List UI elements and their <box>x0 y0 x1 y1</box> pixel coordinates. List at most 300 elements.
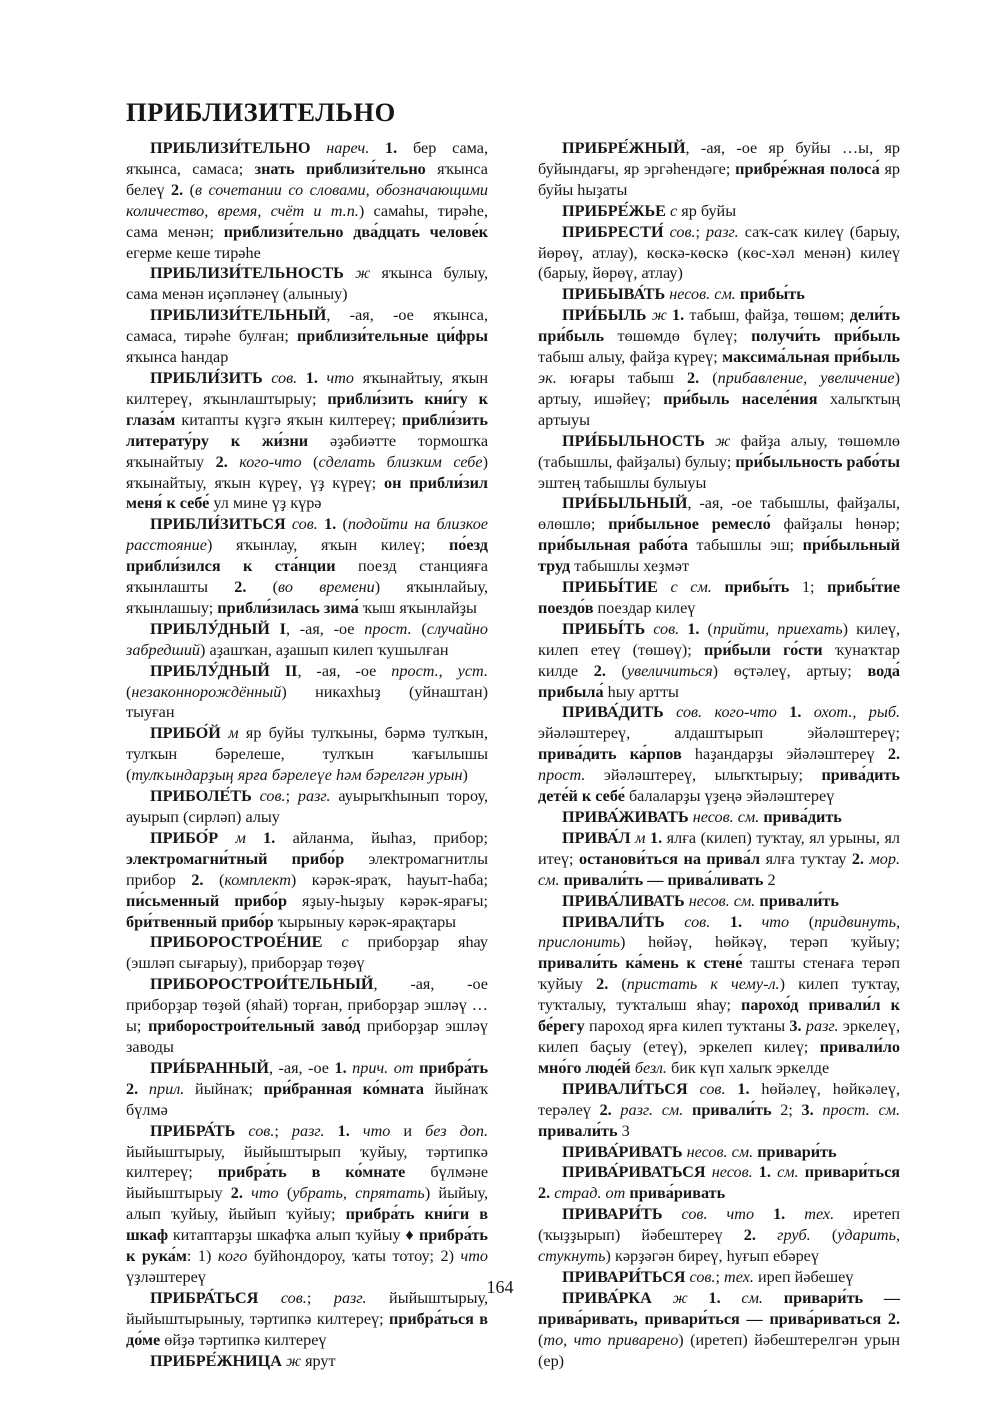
grammar-label: кого-что <box>239 452 302 471</box>
dictionary-entry <box>538 1204 900 1267</box>
bold-phrase: прибли́зилась зима́ <box>217 598 359 617</box>
entry-text: егерме кеше тирәһе <box>126 243 261 262</box>
entry-headword: ПРИБОЛЕ́ТЬ <box>150 787 252 806</box>
entry-text: ( <box>126 682 132 701</box>
bold-phrase: 2. <box>593 661 606 680</box>
grammar-label: что <box>326 368 354 387</box>
entry-headword: ПРИВАЛИ́ТЬ <box>562 912 665 931</box>
grammar-label: сделать близким себе <box>318 452 483 471</box>
entry-headword: ПРИВА́РИВАТЬСЯ <box>562 1163 706 1182</box>
entry-headword: ПРИБО́Й <box>150 724 221 743</box>
entry-text: ялға туҡтау <box>760 849 852 868</box>
entry-headword: ПРИБЛИ́ЗИТЬСЯ <box>150 515 286 534</box>
grammar-label: тех. <box>804 1205 835 1224</box>
grammar-label: прич. <box>352 1058 389 1077</box>
entry-headword: ПРИБЛИ́ЗИТЬ <box>150 368 263 387</box>
bold-phrase: прива́дить дете́й к себе́ <box>538 766 900 806</box>
bold-phrase: прибра́ться в до́ме <box>126 1309 489 1349</box>
entry-text: ҡыш яҡынлайҙы <box>358 598 477 617</box>
entry-headword: ПРИВАРИ́ТЬ <box>562 1205 663 1224</box>
grammar-label: прост. <box>538 766 586 785</box>
grammar-label: сов. <box>684 912 711 931</box>
entry-text: ( <box>278 1184 293 1203</box>
dictionary-entry <box>538 493 900 577</box>
entry-text: ҡунаҡтар килде <box>538 640 900 680</box>
entry-text: бүлмәне йыйыштырыу <box>126 1163 489 1203</box>
bold-phrase: 2. <box>743 1226 756 1245</box>
entry-headword: ПРИВА́ДИТЬ <box>562 703 664 722</box>
entry-text: китапты күҙгә яҡын килтереү; <box>175 410 402 429</box>
bold-phrase: 1. <box>337 1121 350 1140</box>
entry-headword: ПРИБЫ́ТИЕ <box>562 578 658 597</box>
entry-text: табышлы хеҙмәт <box>570 557 690 576</box>
entry-text: яҙыу-һыҙыу кәрәк-ярағы; <box>286 891 488 910</box>
entry-text <box>252 787 260 805</box>
dictionary-entry <box>538 1288 900 1372</box>
bold-phrase: 2. <box>596 975 609 994</box>
grammar-label: комплект <box>224 870 291 889</box>
entry-text <box>138 1080 149 1098</box>
bold-phrase: пи́сьменный прибо́р <box>126 891 287 910</box>
entry-text: 2; <box>771 1100 802 1119</box>
grammar-label: несов. см. <box>686 1142 754 1161</box>
bold-phrase: получи́ть при́быль <box>751 327 900 346</box>
grammar-label: во времени <box>278 578 375 597</box>
dictionary-entry <box>538 912 900 1079</box>
entry-text: ; <box>695 222 707 241</box>
entry-text: йыйыштырыу, йыйыштырыныу, тәртипкә килтереү; <box>126 1288 489 1328</box>
entry-text: ) килеп туҡтау, туҡталыу, туҡталыш яһау; <box>538 975 901 1015</box>
grammar-label: охот., рыб. <box>813 703 901 722</box>
entry-text: иреп йәбешеү <box>753 1267 854 1286</box>
bold-phrase: 1. <box>263 828 276 847</box>
grammar-label: сов. <box>676 703 703 722</box>
entry-text: ( <box>538 1330 544 1349</box>
entry-headword: ПРИБОРОСТРОИ́ТЕЛЬНЫЙ <box>150 975 374 994</box>
bold-phrase: знать приблизи́тельно <box>254 159 426 178</box>
entry-text <box>785 1205 804 1223</box>
dictionary-entry <box>126 974 488 1058</box>
entry-text: ; <box>285 787 298 806</box>
grammar-label: что <box>362 1121 391 1140</box>
grammar-label: убрать, спрятать <box>292 1184 425 1203</box>
entry-text: ( <box>411 619 427 638</box>
bold-phrase: прива́дить ка́рпов <box>538 745 682 764</box>
entry-headword: ПРИБЛУ́ДНЫЙ II <box>150 661 298 680</box>
entry-text: ( <box>203 870 225 889</box>
entry-text: файҙа алыу, төшөмлө (табышлы, файҙалы) булыу; <box>538 431 900 471</box>
entry-text <box>350 1122 363 1140</box>
entry-text: ( <box>246 578 279 597</box>
entry-text <box>710 913 730 931</box>
grammar-label: несов. см. <box>692 808 760 826</box>
bold-phrase: привали́ть <box>538 1121 618 1140</box>
grammar-label: от <box>393 1058 414 1077</box>
entry-text: йыйыштырыу, йыйыштырып ҡуйыу, тәртипкә килтереү; <box>126 1142 488 1182</box>
entry-headword: ПРИБЛУ́ДНЫЙ I <box>150 619 286 638</box>
entry-text: табыш, файҙа, төшөм; <box>684 306 850 325</box>
bold-phrase: 1. <box>334 1058 347 1077</box>
dictionary-entry <box>126 514 488 619</box>
entry-text: , -ая, -ое <box>285 619 365 638</box>
grammar-label: с <box>670 201 678 220</box>
dictionary-entry <box>538 577 900 619</box>
bold-phrase: ♦ прибра́ть к рука́м <box>126 1226 488 1266</box>
entry-text: , -ая, -ое <box>268 1058 335 1077</box>
entry-text <box>683 1101 692 1119</box>
entry-text: айланма, йыһаз, прибор; <box>275 828 488 847</box>
left-column <box>126 138 488 1371</box>
grammar-label: несов. см. <box>688 891 756 910</box>
entry-text: ) аҙашҡан, аҙашып килеп ҡушылған <box>200 640 449 659</box>
bold-phrase: при́быльное ремесло́ <box>608 515 771 534</box>
entry-headword: ПРИ́БРАННЫЙ <box>150 1058 269 1077</box>
entry-text: һаҙандарҙы эйәләштереү <box>681 745 888 764</box>
entry-text: яр буйы тулҡыны, бәрмә тулҡын, тулҡын бәрелеше, тулҡын ҡағылышы ( <box>126 724 488 785</box>
grammar-label: в сочетании со словами, обозначающими количество, время, счёт и т.п. <box>126 180 489 220</box>
grammar-label: см. <box>777 1163 799 1182</box>
grammar-label: сов. <box>248 1121 275 1140</box>
entry-text <box>243 1184 251 1202</box>
entry-text: ) килеү, килеп етеү (төшөү); <box>538 619 901 659</box>
entry-text: , -ая, -ое <box>297 661 392 680</box>
dictionary-entry <box>126 723 488 786</box>
grammar-label: м <box>235 828 246 847</box>
grammar-label: страд. от <box>554 1184 626 1203</box>
entry-text <box>726 1080 738 1098</box>
entry-text: үҙләштереү <box>126 1267 206 1286</box>
entry-text: яҡынса һандар <box>126 348 229 367</box>
entry-text: ; <box>274 1121 292 1140</box>
entry-text: төшөмдө бүлеү; <box>604 327 752 346</box>
entry-text: ; <box>306 1288 334 1307</box>
bold-phrase: прибре́жная полоса́ <box>735 159 880 178</box>
entry-text: ярут <box>301 1351 336 1370</box>
entry-text <box>702 703 714 721</box>
entry-headword: ПРИВА́Л <box>562 828 631 847</box>
grammar-label: подойти на близкое расстояние <box>126 515 488 555</box>
entry-text <box>658 578 671 596</box>
bold-phrase: 2. <box>887 745 900 764</box>
bold-phrase: 1. <box>773 1205 786 1224</box>
bold-phrase: при́быль населе́ния <box>663 389 818 408</box>
bold-phrase: 3. <box>789 1017 802 1036</box>
grammar-label: мор. см. <box>538 849 901 889</box>
entry-text: ( <box>608 975 627 994</box>
entry-text <box>756 1226 777 1244</box>
entry-text <box>664 703 676 721</box>
grammar-label: прост., уст. <box>391 661 488 680</box>
bold-phrase: при́были го́сти <box>704 640 823 659</box>
bold-phrase: привали́ло мно́го люде́й <box>538 1037 900 1077</box>
entry-text: ялға (килеп) туҡтау, ял урыны, ял итеү; <box>538 828 900 868</box>
entry-headword: ПРИБЛИЗИ́ТЕЛЬНОСТЬ <box>150 264 344 283</box>
entry-headword: ПРИБЫВА́ТЬ <box>562 285 666 304</box>
grammar-label: несов. см. <box>669 285 736 304</box>
entry-headword: ПРИВА́РКА <box>562 1288 652 1307</box>
entry-text: яҡынса белеү <box>126 159 488 199</box>
entry-text <box>777 703 789 721</box>
bold-phrase: при́бранная ко́мната <box>263 1079 424 1098</box>
bold-phrase: 2. <box>215 452 228 471</box>
entry-text: ) кәрҙәгән биреү, һуғып ебәреү <box>605 1247 819 1266</box>
bold-phrase: прива́ривать <box>629 1184 726 1203</box>
dictionary-entry <box>126 828 488 933</box>
entry-text: ) (иретеп) йәбештерелгән урын (ер) <box>538 1330 900 1370</box>
entry-text: ) яҡынлау, яҡын килеү; <box>206 536 449 555</box>
bold-phrase: максима́льная при́быль <box>722 348 900 367</box>
dictionary-entry <box>538 284 900 305</box>
entry-text: ( <box>789 912 815 931</box>
bold-phrase: он прибли́зил меня́ к себе́ <box>126 473 488 513</box>
entry-text: поездар килеү <box>593 598 696 617</box>
entry-text <box>881 1310 888 1328</box>
entry-text: яҡынса булыу, сама менән иҫәпләнеү (алыныу) <box>126 264 488 304</box>
entry-text: приборҙар яһау (эшләп сығарыу), приборҙар төҙөү <box>126 933 488 973</box>
grammar-label: разг. <box>805 1017 839 1036</box>
entry-headword: ПРИБРА́ТЬСЯ <box>150 1288 259 1307</box>
entry-text <box>322 933 341 951</box>
grammar-label: прост. см. <box>822 1100 901 1119</box>
entry-text: поезд станцияға яҡынлашты <box>126 557 488 597</box>
grammar-label: с см. <box>670 578 712 597</box>
bold-phrase: при́быльная рабо́та <box>538 536 688 555</box>
grammar-label: сов. <box>291 515 318 534</box>
entry-text <box>369 139 385 157</box>
grammar-label: сов. <box>259 787 286 806</box>
grammar-label: м <box>635 828 646 847</box>
entry-text <box>228 453 239 471</box>
dictionary-entry <box>538 702 900 807</box>
grammar-label: см. <box>741 1288 763 1307</box>
entry-text: пароход ярға килеп туҡтаны <box>584 1017 790 1036</box>
bold-phrase: привари́ть — прива́ривать, привари́ться — прива́риваться <box>538 1288 901 1328</box>
entry-headword: ПРИБРЕ́ЖЬЕ <box>562 201 666 220</box>
bold-phrase: дели́ть при́быль <box>538 306 901 346</box>
entry-headword: ПРИВАЛИ́ТЬСЯ <box>562 1079 688 1098</box>
dictionary-entry <box>538 431 900 494</box>
grammar-label: что <box>726 1205 755 1224</box>
entry-headword: ПРИБРЕ́ЖНИЦА <box>150 1351 282 1370</box>
entry-text: ) кәрәк-яраҡ, һауыт-һаба; <box>290 870 488 889</box>
entry-text: ( <box>301 452 319 471</box>
entry-text: өйҙә тәртипкә килтереү <box>160 1330 327 1349</box>
bold-phrase: 1. <box>729 912 742 931</box>
entry-headword: ПРИБЫ́ТЬ <box>562 619 646 638</box>
entry-text: : 1) <box>186 1247 218 1266</box>
bold-phrase: 1. <box>305 368 318 387</box>
bold-phrase: приблизи́тельно два́дцать челове́к <box>223 222 488 241</box>
grammar-label: м <box>228 724 239 743</box>
entry-text: ) һөйәү, һөйкәү, терәп ҡуйыу; <box>620 933 900 952</box>
grammar-label: разг. <box>297 787 331 806</box>
entry-text: ташты стенаға терәп ҡуйыу <box>538 954 900 994</box>
bold-phrase: привали́ть — прива́ливать <box>563 870 764 889</box>
grammar-label: сов. <box>271 368 298 387</box>
entry-text: ( <box>699 619 713 638</box>
bold-phrase: 2. <box>538 1184 551 1203</box>
dictionary-entry <box>538 222 900 285</box>
entry-text <box>663 1205 682 1223</box>
entry-text <box>344 264 355 282</box>
entry-text: һыу артты <box>603 682 679 701</box>
grammar-label: разг. см. <box>620 1100 684 1119</box>
entry-text: ҡырыныу кәрәк-ярақтары <box>273 912 457 931</box>
entry-text <box>712 578 725 596</box>
bold-phrase: прибы́ть <box>724 578 790 597</box>
entry-headword: ПРИБРЕСТИ́ <box>562 222 664 241</box>
bold-phrase: останови́ться на прива́л <box>578 849 761 868</box>
grammar-label: кого-что <box>714 703 777 722</box>
entry-text: йыйнаҡ; <box>184 1079 264 1098</box>
dictionary-entry <box>126 786 488 828</box>
entry-text: яҡынайтыу, яҡын килтереү, яҡынлаштырыу; <box>126 368 488 408</box>
bold-phrase: прибы́тие поездо́в <box>538 578 901 617</box>
grammar-label: эк. <box>538 368 557 387</box>
grammar-label: ударить, стукнуть <box>538 1226 901 1266</box>
entry-text: китаптарҙы шкафҡа алып ҡуйыу <box>168 1226 406 1245</box>
entry-headword: ПРИБЛИЗИ́ТЕЛЬНЫЙ <box>150 306 327 325</box>
entry-headword: ПРИБО́Р <box>150 828 219 847</box>
bold-phrase: при́быльность рабо́ты <box>735 452 900 471</box>
grammar-label: сов. <box>653 619 680 638</box>
grammar-label: сов. <box>669 222 696 241</box>
entry-headword: ПРИБРЕ́ЖНЫЙ <box>562 139 686 157</box>
grammar-label: что <box>761 912 790 931</box>
entry-text: 2 <box>763 870 776 889</box>
entry-headword: ПРИБРА́ТЬ <box>150 1121 236 1140</box>
bold-phrase: прибы́ть <box>739 285 805 304</box>
entry-text: , -ая, -ое приборҙар төҙөй (яһай) торған, приборҙар эшләү …ы; <box>126 975 488 1036</box>
entry-text: 1; <box>789 578 828 597</box>
dictionary-entry <box>126 661 488 724</box>
grammar-label: разг. <box>706 222 739 241</box>
entry-headword: ПРИБОРОСТРОЕ́НИЕ <box>150 933 323 952</box>
bold-phrase: 2. <box>851 849 864 868</box>
bold-phrase: 2. <box>171 180 184 199</box>
bold-phrase: приблизи́тельные ци́фры <box>296 327 488 346</box>
entry-text <box>246 829 263 847</box>
grammar-label: увеличиться <box>626 661 713 680</box>
entry-text <box>754 1205 773 1223</box>
dictionary-entry <box>126 619 488 661</box>
dictionary-entry <box>126 1351 488 1372</box>
grammar-label: сов. <box>681 1205 708 1224</box>
entry-text: ул мине үҙ күрә <box>209 494 322 513</box>
entry-text: яр буйы һыҙаты <box>538 159 901 199</box>
entry-text: приборҙар эшләү заводы <box>126 1017 488 1056</box>
entry-text: ) яҡынлайыу, яҡынлашыу; <box>126 578 488 617</box>
bold-phrase: привари́ть <box>757 1142 837 1161</box>
dictionary-entry <box>126 305 488 368</box>
bold-phrase: 2. <box>191 870 204 889</box>
bold-phrase: вода́ прибыла́ <box>538 661 900 701</box>
grammar-label: пристать к чему-л. <box>626 975 780 994</box>
dictionary-entry <box>538 1142 900 1163</box>
grammar-label: тулҡындарҙың ярға бәрелеүе һәм бәрелгән урын <box>131 766 463 785</box>
entry-text: ) самаһы, тирәһе, сама менән; <box>126 201 488 241</box>
dictionary-entry <box>126 1121 488 1288</box>
entry-text: балаларҙы үҙеңә эйәләштереү <box>624 787 835 806</box>
entry-text: и <box>390 1121 426 1140</box>
grammar-label: с <box>341 933 349 952</box>
grammar-label: ж <box>355 264 371 283</box>
entry-text: һөйәлеү, һөйкәлеү, терәлеү <box>538 1079 900 1119</box>
grammar-label: сов. <box>689 1267 716 1286</box>
entry-text: табыш алыу, файҙа күреү; <box>538 348 723 367</box>
bold-phrase: прибра́ть в ко́мнате <box>217 1163 406 1182</box>
entry-headword: ПРИ́БЫЛЬ <box>562 306 647 325</box>
entry-text: ) никахһыҙ (уйнаштан) тыуған <box>126 682 488 722</box>
bold-phrase: парохо́д привали́л к бе́регу <box>538 996 900 1036</box>
dictionary-entry <box>126 932 488 974</box>
entry-text: ( <box>336 515 348 534</box>
entry-headword: ПРИ́БЫЛЬНОСТЬ <box>562 431 706 450</box>
grammar-label: кого <box>217 1247 248 1266</box>
bold-phrase: при́быльный труд <box>538 536 900 576</box>
bold-phrase: прибли́зить кни́гу к глаза́м <box>126 389 488 429</box>
bold-phrase: привали́ть ка́мень к стене́ <box>538 954 743 973</box>
bold-phrase: привали́ть <box>692 1100 772 1119</box>
bold-phrase: 1. <box>758 1163 771 1182</box>
bold-phrase: привари́ться <box>804 1163 901 1182</box>
entry-text: иретеп (ҡыҙҙырып) йәбештереү <box>538 1205 901 1245</box>
entry-text <box>310 139 326 157</box>
bold-phrase: прива́дить <box>763 808 842 826</box>
entry-text <box>708 1205 727 1223</box>
bold-phrase: 3. <box>801 1100 814 1119</box>
grammar-label: ж <box>715 431 731 450</box>
bold-phrase: по́езд прибли́зился к ста́нции <box>126 536 488 576</box>
bold-phrase: прибра́ть <box>419 1058 489 1077</box>
entry-text: эйәләштереү, ылыҡтырыу; <box>585 766 822 785</box>
dictionary-entry <box>126 368 488 514</box>
entry-text: ) <box>462 766 468 785</box>
bold-phrase: приборострои́тельный заво́д <box>148 1017 361 1036</box>
grammar-label: сов. <box>280 1288 307 1307</box>
bold-phrase: 2. <box>887 1309 901 1328</box>
dictionary-entry <box>126 1058 488 1121</box>
bold-phrase: 1. <box>708 1288 721 1307</box>
grammar-label: сов. <box>699 1079 726 1098</box>
dictionary-entry <box>538 305 900 430</box>
dictionary-entry <box>126 263 488 305</box>
entry-text: ауырыҡһынып тороу, ауырып (сирләп) алыу <box>126 787 489 826</box>
grammar-label: разг. <box>333 1288 367 1307</box>
dictionary-entry <box>538 619 900 703</box>
entry-text: эйәләштереү, алдаштырып эйәләштереү; <box>538 724 900 743</box>
entry-text: ( <box>699 368 718 387</box>
entry-headword: ПРИВА́ЛИВАТЬ <box>562 891 685 910</box>
entry-text: ) артыу, ишәйеү; <box>538 368 900 408</box>
running-head: ПРИБЛИЗИТЕЛЬНО <box>126 97 396 127</box>
grammar-label: нареч. <box>326 139 370 157</box>
entry-text: эштең табышлы булыуы <box>538 473 707 492</box>
dictionary-entry <box>538 828 900 891</box>
bold-phrase: 2. <box>230 1184 243 1203</box>
grammar-label: ж <box>651 306 667 325</box>
dictionary-entry <box>538 807 900 828</box>
entry-text: буйһондороу, ҡаты тотоу; 2) <box>247 1247 461 1266</box>
entry-text <box>742 913 762 931</box>
grammar-label: незаконнорождённый <box>131 682 282 701</box>
bold-phrase: 1. <box>789 703 802 722</box>
entry-text: йыйнаҡ бүлмә <box>126 1079 489 1119</box>
entry-text: ; <box>715 1267 725 1286</box>
dictionary-entry <box>538 1162 900 1204</box>
bold-phrase: бри́твенный прибо́р <box>126 912 274 931</box>
bold-phrase: электромагни́тный прибо́р <box>126 849 345 868</box>
